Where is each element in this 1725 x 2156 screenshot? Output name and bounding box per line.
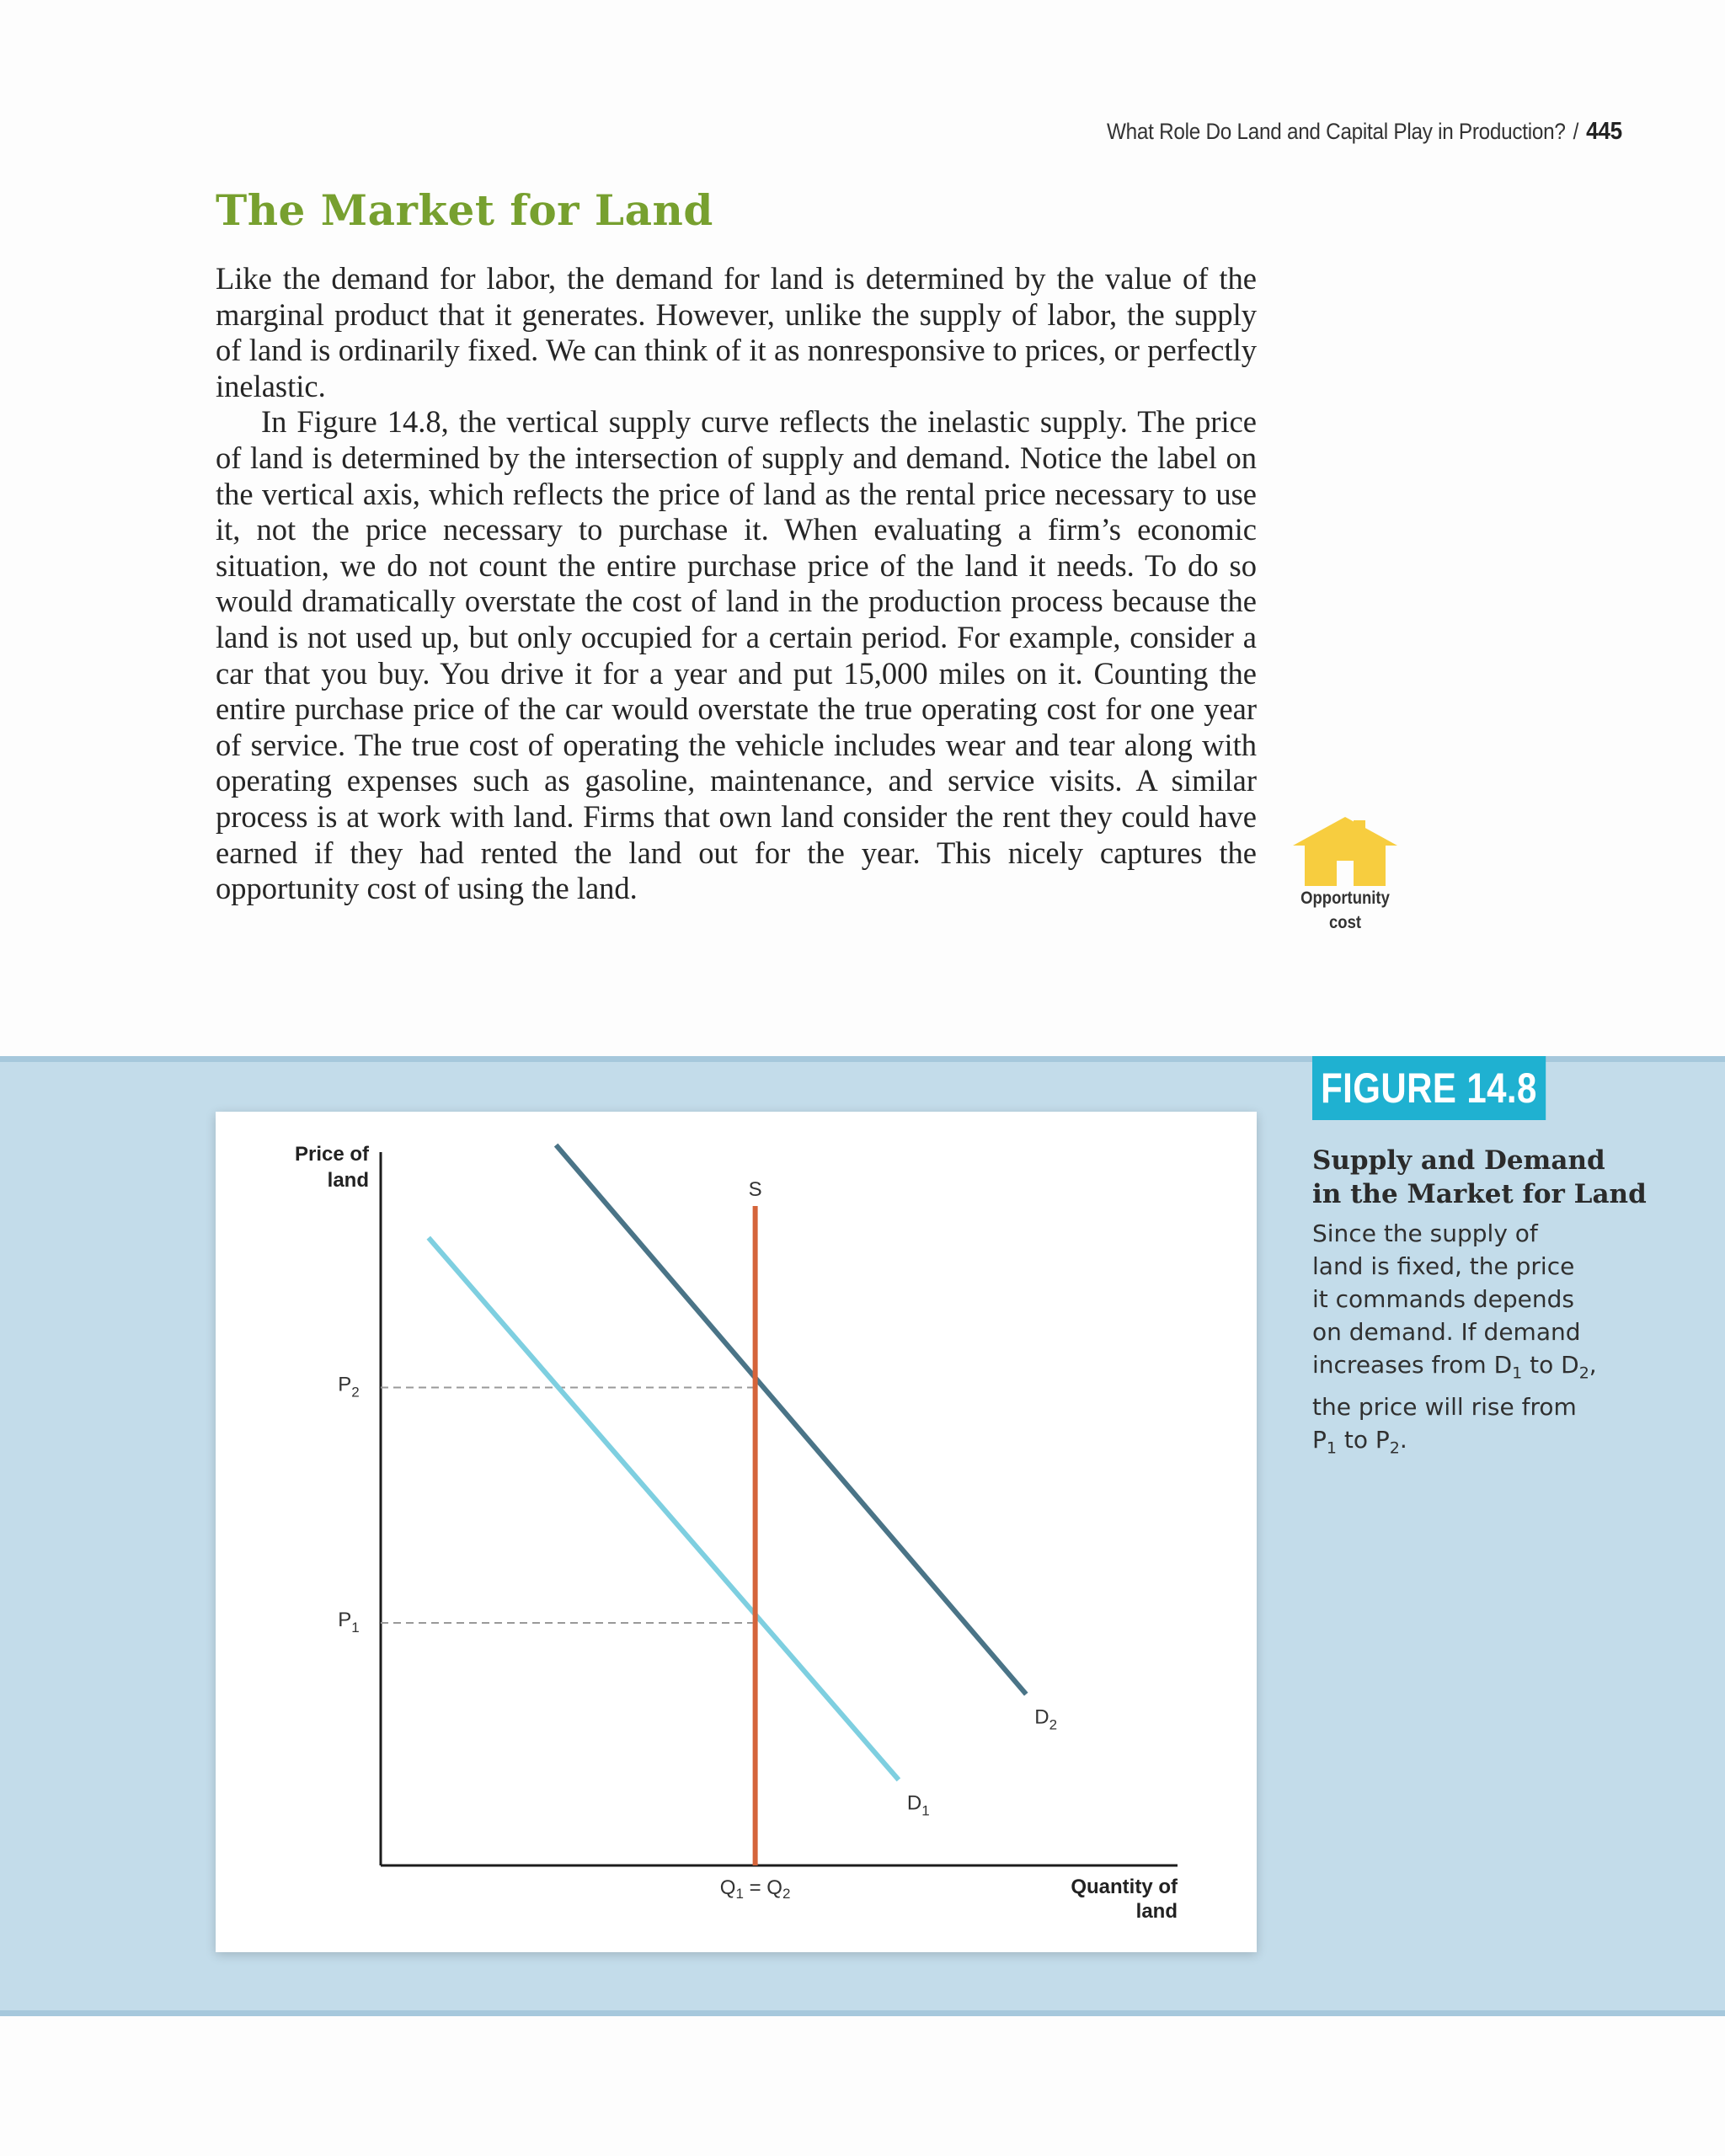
opportunity-cost-margin-note	[1289, 817, 1402, 935]
figure-label: FIGURE 14.8	[1312, 1056, 1546, 1120]
demand-label-letter: D	[1034, 1705, 1049, 1729]
chart-card	[216, 1112, 1257, 1952]
quantity-label-q1: Q	[719, 1876, 736, 1899]
caption-text: ,	[1589, 1351, 1597, 1379]
margin-note-label	[1295, 886, 1395, 935]
running-head-title: What Role Do Land and Capital Play in Production?	[1107, 119, 1566, 144]
demand-label-d1	[907, 1791, 930, 1818]
margin-note-label-line2: cost	[1328, 913, 1362, 932]
caption-line-5	[1312, 1348, 1632, 1390]
caption-subscript: 2	[1578, 1364, 1589, 1383]
quantity-label-q2-sub: 2	[782, 1886, 791, 1902]
caption-line-1: Since the supply of	[1312, 1219, 1538, 1247]
caption-text: to D	[1522, 1351, 1579, 1379]
price-label-letter: P	[338, 1373, 352, 1396]
caption-subscript: 2	[1389, 1438, 1400, 1458]
quantity-label-equals-q2: = Q	[743, 1876, 782, 1899]
body-text	[216, 261, 1257, 907]
price-label-p2	[338, 1374, 359, 1401]
running-head	[1107, 118, 1622, 146]
caption-title-line2: in the Market for Land	[1312, 1179, 1647, 1209]
demand-curve-d2	[556, 1145, 1026, 1694]
price-label-subscript: 1	[351, 1620, 360, 1636]
demand-label-subscript: 1	[921, 1802, 930, 1819]
section-title: The Market for Land	[216, 185, 713, 235]
caption-text: to P	[1336, 1425, 1390, 1454]
x-axis-label-line1: Quantity of	[1071, 1876, 1178, 1898]
caption-line-2: land is fixed, the price	[1312, 1252, 1575, 1280]
page-number: 445	[1586, 118, 1622, 145]
price-label-p1	[338, 1609, 359, 1636]
quantity-label	[720, 1876, 791, 1902]
figure-caption-title	[1312, 1144, 1666, 1211]
x-axis-label-line2: land	[1135, 1900, 1178, 1923]
demand-label-letter: D	[906, 1791, 922, 1815]
running-head-separator: /	[1573, 119, 1579, 144]
supply-label: S	[748, 1178, 762, 1201]
caption-line-7	[1312, 1423, 1632, 1465]
quantity-label-q1-sub: 1	[735, 1886, 744, 1902]
caption-subscript: 1	[1326, 1438, 1337, 1458]
caption-subscript: 1	[1512, 1364, 1523, 1383]
house-icon	[1293, 817, 1397, 886]
margin-note-label-line1: Opportunity	[1300, 889, 1390, 908]
caption-line-4: on demand. If demand	[1312, 1318, 1581, 1346]
caption-text: P	[1312, 1425, 1327, 1454]
price-label-subscript: 2	[351, 1384, 360, 1401]
caption-text: increases from D	[1312, 1351, 1513, 1379]
caption-line-6: the price will rise from	[1312, 1392, 1577, 1421]
caption-title-line1: Supply and Demand	[1312, 1145, 1605, 1176]
y-axis-label-line2: land	[327, 1169, 369, 1192]
paragraph-1: Like the demand for labor, the demand for land is determined by the value of the marginal product that it generates. However, unlike the supply of labor, the supply of land is ordinarily fixed. We can think of it as nonresponsive to prices, or perfectly inelastic.	[216, 261, 1257, 403]
supply-demand-chart	[216, 1112, 1257, 1952]
demand-label-subscript: 2	[1049, 1716, 1058, 1733]
paragraph-2: In Figure 14.8, the vertical supply curve reflects the inelastic supply. The price of land is determined by the intersection of supply and demand. Notice the label on the vertical axis, which reflects the price of land as the rental price necessary to use it, not the price necessary to purchase it. When evaluating a firm’s economic situation, we do not count the entire purchase price of the land it needs. To do so would dramatically overstate the cost of land in the production process because the land is not used up, but only occupied for a certain period. For example, consider a car that you buy. You drive it for a year and put 15,000 miles on it. Counting the entire purchase price of the car would overstate the true operating cost for one year of service. The true cost of operating the vehicle includes wear and tear along with operating expenses such as gasoline, maintenance, and service visits. A similar process is at work with land. Firms that own land consider the rent they could have earned if they had rented the land out for the year. This nicely captures the opportunity cost of using the land.	[216, 404, 1257, 906]
figure-caption-body	[1312, 1217, 1632, 1465]
caption-text: .	[1399, 1425, 1407, 1454]
demand-curve-d1	[429, 1238, 899, 1780]
y-axis-label-line1: Price of	[294, 1143, 369, 1166]
demand-label-d2	[1034, 1706, 1057, 1733]
price-label-letter: P	[338, 1609, 352, 1632]
caption-line-3: it commands depends	[1312, 1285, 1575, 1313]
